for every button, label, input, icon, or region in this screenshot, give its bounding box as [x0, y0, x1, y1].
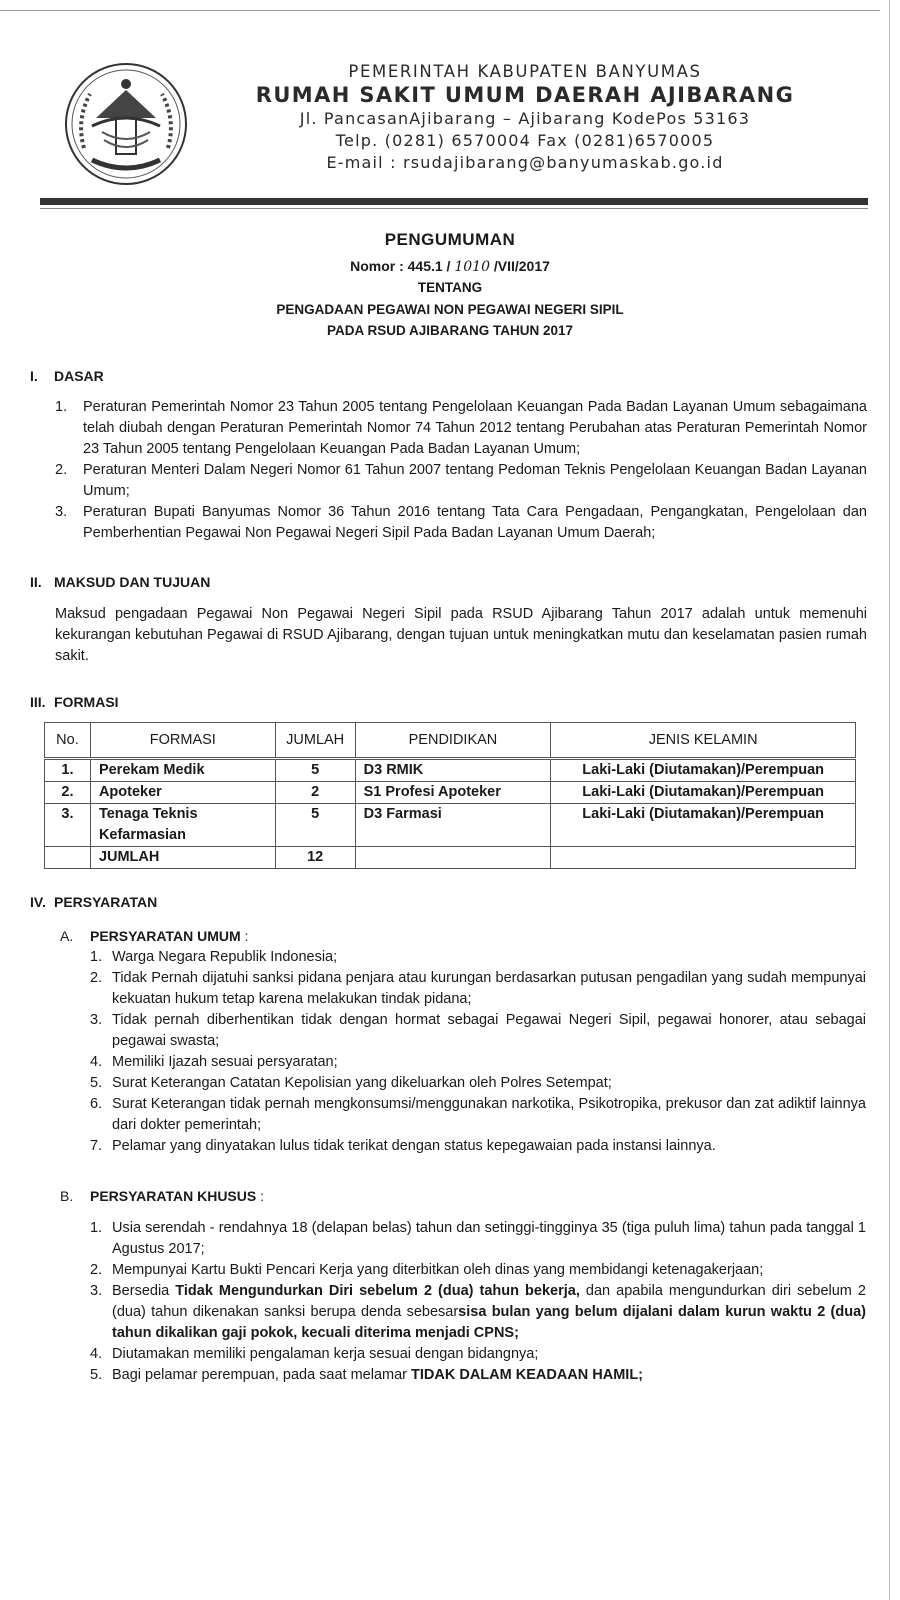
- col-header-jenis-kelamin: JENIS KELAMIN: [551, 723, 856, 759]
- list-item: [55, 460, 867, 502]
- item-number: 3.: [55, 504, 68, 520]
- item-number: 4.: [90, 1054, 103, 1070]
- section-title: DASAR: [54, 368, 104, 384]
- item-number: 1.: [90, 949, 103, 965]
- section-title: MAKSUD DAN TUJUAN: [54, 574, 211, 590]
- item-text-bold: sisa bulan yang belum dijalani dalam kurun waktu 2 (dua) tahun dikalikan gaji pokok, kecuali diterima menjadi CPNS;: [112, 1304, 866, 1341]
- item-text: Bersedia: [112, 1283, 176, 1299]
- item-text: dan apabila mengundurkan diri sebelum 2 (dua) tahun dikenakan sanksi berupa denda sebesar: [112, 1283, 866, 1320]
- table-row: [45, 759, 856, 782]
- announcement-subject-line1: PENGADAAN PEGAWAI NON PEGAWAI NEGERI SIPIL: [276, 302, 624, 317]
- cell-formasi: Tenaga Teknis Kefarmasian: [90, 804, 275, 847]
- cell-no: 2.: [45, 782, 91, 804]
- item-text: Surat Keterangan Catatan Kepolisian yang dikeluarkan oleh Polres Setempat;: [112, 1075, 612, 1091]
- item-text: Bagi pelamar perempuan, pada saat melamar: [112, 1367, 412, 1383]
- section-persyaratan-heading: [30, 894, 157, 910]
- letterhead: [200, 62, 850, 174]
- item-text: Tidak pernah diberhentikan tidak dengan hormat sebagai Pegawai Negeri Sipil, pegawai honorer, atau sebagai pegawai swasta;: [112, 1012, 866, 1049]
- letterhead-divider-thin: [40, 208, 868, 209]
- list-item: [90, 1260, 866, 1281]
- section-dasar-heading: [30, 368, 104, 384]
- cell-jenis-kelamin: Laki-Laki (Diutamakan)/Perempuan: [551, 782, 856, 804]
- announcement-subject-line2: PADA RSUD AJIBARANG TAHUN 2017: [326, 323, 574, 338]
- number-handwritten: 1010: [454, 259, 490, 275]
- list-item: [90, 1052, 866, 1073]
- item-text: Peraturan Bupati Banyumas Nomor 36 Tahun 2016 tentang Tata Cara Pengadaan, Pengangkatan, Pengelolaan dan Pemberhentian Pegawai Non Pegawai Negeri Sipil Pada Badan Layanan Umum Daerah;: [83, 504, 867, 541]
- section-maksud-heading: [30, 574, 210, 590]
- col-header-pendidikan: PENDIDIKAN: [355, 723, 551, 759]
- list-item: [55, 397, 867, 460]
- persyaratan-khusus-heading: [60, 1188, 264, 1204]
- section-title: FORMASI: [54, 694, 119, 710]
- cell-no: 1.: [45, 759, 91, 782]
- table-row: [45, 782, 856, 804]
- item-number: 1.: [90, 1220, 103, 1236]
- top-border-line: [0, 10, 880, 11]
- item-text: Usia serendah - rendahnya 18 (delapan belas) tahun dan setinggi-tingginya 35 (tiga puluh lima) tahun pada tanggal 1 Agustus 2017;: [112, 1220, 866, 1257]
- letterhead-hospital-name: RUMAH SAKIT UMUM DAERAH AJIBARANG: [255, 83, 795, 107]
- item-text: Pelamar yang dinyatakan lulus tidak terikat dengan status kepegawaian pada instansi lainnya.: [112, 1138, 716, 1154]
- subsection-colon: :: [240, 928, 249, 944]
- persyaratan-umum-list: [90, 947, 866, 1157]
- number-suffix: /VII/2017: [489, 258, 550, 274]
- item-number: 5.: [90, 1367, 103, 1383]
- item-number: 2.: [90, 970, 103, 986]
- formasi-table: [44, 722, 856, 869]
- announcement-tentang: TENTANG: [417, 280, 483, 295]
- cell-jumlah: 2: [275, 782, 355, 804]
- cell-jenis-kelamin: Laki-Laki (Diutamakan)/Perempuan: [551, 759, 856, 782]
- table-header-row: [45, 723, 856, 759]
- cell-empty: [551, 847, 856, 869]
- item-number: 5.: [90, 1075, 103, 1091]
- cell-jenis-kelamin: Laki-Laki (Diutamakan)/Perempuan: [551, 804, 856, 847]
- section-title: PERSYARATAN: [54, 894, 158, 910]
- item-text: Memiliki Ijazah sesuai persyaratan;: [112, 1054, 338, 1070]
- letterhead-email: E-mail : rsudajibarang@banyumaskab.go.id: [326, 153, 724, 172]
- item-text: Peraturan Pemerintah Nomor 23 Tahun 2005 tentang Pengelolaan Keuangan Pada Badan Layanan Umum sebagaimana telah diubah dengan Peraturan Pemerintah Nomor 74 Tahun 2012 tentang Perubahan atas Peraturan Pemerintah Nomor 23 Tahun 2005 tentang Pengelolaan Keuangan Pada Badan Layanan Umum;: [83, 399, 867, 457]
- col-header-no: No.: [45, 723, 91, 759]
- subsection-letter: A.: [60, 928, 74, 944]
- item-text-bold: Tidak Mengundurkan Diri sebelum 2 (dua) tahun bekerja,: [175, 1283, 580, 1299]
- cell-pendidikan: D3 Farmasi: [355, 804, 551, 847]
- table-row: [45, 804, 856, 847]
- list-item: [90, 968, 866, 1010]
- list-item: [90, 1136, 866, 1157]
- item-text: Diutamakan memiliki pengalaman kerja sesuai dengan bidangnya;: [112, 1346, 539, 1362]
- cell-formasi: Apoteker: [90, 782, 275, 804]
- list-item: [90, 947, 866, 968]
- number-prefix: Nomor : 445.1 /: [350, 258, 455, 274]
- letterhead-phone: Telp. (0281) 6570004 Fax (0281)6570005: [335, 131, 715, 150]
- maksud-paragraph: Maksud pengadaan Pegawai Non Pegawai Negeri Sipil pada RSUD Ajibarang Tahun 2017 adalah untuk memenuhi kekurangan kebutuhan Pegawai di RSUD Ajibarang, dengan tujuan untuk meningkatkan mutu dan keselamatan pasien rumah sakit.: [55, 606, 867, 664]
- item-text: Warga Negara Republik Indonesia;: [112, 949, 338, 965]
- cell-no: 3.: [45, 804, 91, 847]
- section-formasi-heading: [30, 694, 119, 710]
- cell-empty: [355, 847, 551, 869]
- subsection-letter: B.: [60, 1188, 74, 1204]
- list-item: [90, 1010, 866, 1052]
- cell-total-value: 12: [275, 847, 355, 869]
- list-item: [90, 1281, 866, 1344]
- item-number: 1.: [55, 399, 68, 415]
- item-number: 3.: [90, 1283, 103, 1299]
- announcement-number: [100, 258, 800, 275]
- cell-pendidikan: D3 RMIK: [355, 759, 551, 782]
- cell-jumlah: 5: [275, 759, 355, 782]
- list-item: [90, 1218, 866, 1260]
- item-text: Tidak Pernah dijatuhi sanksi pidana penjara atau kurungan berdasarkan putusan pengadilan yang sudah mempunyai kekuatan hukum tetap karena melakukan tindak pidana;: [112, 970, 866, 1007]
- item-number: 7.: [90, 1138, 103, 1154]
- col-header-formasi: FORMASI: [90, 723, 275, 759]
- announcement-title: PENGUMUMAN: [384, 230, 516, 249]
- persyaratan-umum-heading: [60, 928, 248, 944]
- section-number: III.: [30, 694, 46, 710]
- item-number: 3.: [90, 1012, 103, 1028]
- item-number: 6.: [90, 1096, 103, 1112]
- item-text: Surat Keterangan tidak pernah mengkonsumsi/menggunakan narkotika, Psikotropika, prekusor dan zat adiktif lainnya dari dokter pemerintah;: [112, 1096, 866, 1133]
- cell-jumlah: 5: [275, 804, 355, 847]
- col-header-jumlah: JUMLAH: [275, 723, 355, 759]
- list-item: [90, 1073, 866, 1094]
- item-text-bold: TIDAK DALAM KEADAAN HAMIL;: [411, 1367, 644, 1383]
- banyumas-crest-logo: [62, 60, 190, 188]
- cell-no: [45, 847, 91, 869]
- dasar-list: [55, 397, 867, 544]
- persyaratan-khusus-list: [90, 1218, 866, 1386]
- list-item: [90, 1365, 866, 1386]
- item-number: 4.: [90, 1346, 103, 1362]
- subsection-title: PERSYARATAN KHUSUS: [90, 1188, 257, 1204]
- cell-pendidikan: S1 Profesi Apoteker: [355, 782, 551, 804]
- letterhead-government: PEMERINTAH KABUPATEN BANYUMAS: [348, 62, 702, 81]
- subsection-colon: :: [256, 1188, 264, 1204]
- subsection-title: PERSYARATAN UMUM: [90, 928, 241, 944]
- letterhead-address: Jl. PancasanAjibarang – Ajibarang KodePos 53163: [299, 109, 751, 128]
- letterhead-divider: [40, 198, 868, 205]
- table-total-row: [45, 847, 856, 869]
- list-item: [90, 1344, 866, 1365]
- cell-total-label: JUMLAH: [90, 847, 275, 869]
- section-number: I.: [30, 368, 38, 384]
- cell-formasi: Perekam Medik: [90, 759, 275, 782]
- list-item: [55, 502, 867, 544]
- list-item: [90, 1094, 866, 1136]
- section-number: IV.: [30, 894, 46, 910]
- item-number: 2.: [90, 1262, 103, 1278]
- item-number: 2.: [55, 462, 68, 478]
- right-border-line: [889, 0, 890, 1600]
- item-text: Mempunyai Kartu Bukti Pencari Kerja yang diterbitkan oleh dinas yang membidangi ketenagakerjaan;: [112, 1262, 764, 1278]
- section-number: II.: [30, 574, 42, 590]
- item-text: Peraturan Menteri Dalam Negeri Nomor 61 Tahun 2007 tentang Pedoman Teknis Pengelolaan Keuangan Badan Layanan Umum;: [83, 462, 867, 499]
